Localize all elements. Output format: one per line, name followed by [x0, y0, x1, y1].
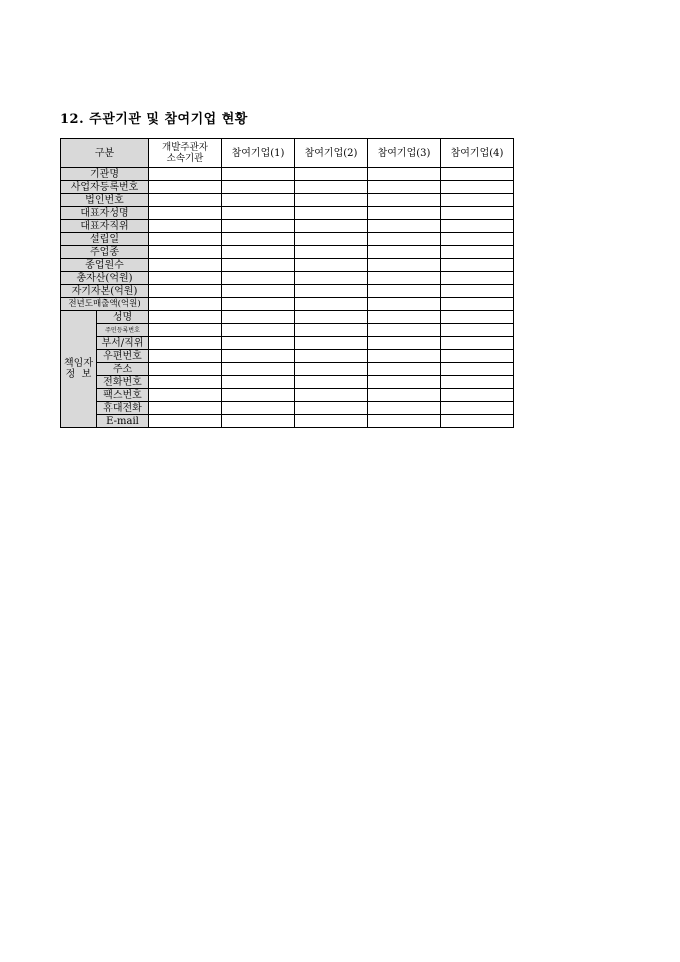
table-cell[interactable]: [295, 207, 368, 220]
table-cell[interactable]: [441, 168, 514, 181]
table-cell[interactable]: [222, 298, 295, 311]
table-cell[interactable]: [222, 311, 295, 324]
header-participant-2: 참여기업(2): [295, 139, 368, 168]
table-cell[interactable]: [149, 376, 222, 389]
table-cell[interactable]: [441, 272, 514, 285]
table-cell[interactable]: [222, 350, 295, 363]
table-cell[interactable]: [441, 194, 514, 207]
table-cell[interactable]: [295, 337, 368, 350]
table-cell[interactable]: [295, 376, 368, 389]
table-cell[interactable]: [295, 220, 368, 233]
table-cell[interactable]: [368, 233, 441, 246]
table-cell[interactable]: [149, 350, 222, 363]
responsible-row-label: 우편번호: [97, 350, 149, 363]
table-row: [61, 194, 514, 207]
table-row: [61, 233, 514, 246]
table-cell[interactable]: [295, 389, 368, 402]
table-cell[interactable]: [441, 324, 514, 337]
row-label: 대표자성명: [61, 207, 149, 220]
table-cell[interactable]: [295, 298, 368, 311]
table-cell[interactable]: [441, 181, 514, 194]
table-cell[interactable]: [222, 233, 295, 246]
row-label: 주업종: [61, 246, 149, 259]
table-cell[interactable]: [222, 285, 295, 298]
table-cell[interactable]: [222, 337, 295, 350]
table-cell[interactable]: [441, 402, 514, 415]
table-cell[interactable]: [368, 194, 441, 207]
table-cell[interactable]: [149, 233, 222, 246]
header-developer: [149, 139, 222, 168]
table-cell[interactable]: [368, 350, 441, 363]
table-cell[interactable]: [295, 415, 368, 428]
table-cell[interactable]: [368, 376, 441, 389]
table-cell[interactable]: [149, 259, 222, 272]
responsible-group-line1: 책임자: [64, 358, 93, 369]
table-cell[interactable]: [295, 233, 368, 246]
table-cell[interactable]: [222, 402, 295, 415]
row-label: 자기자본(억원): [61, 285, 149, 298]
table-cell[interactable]: [441, 415, 514, 428]
responsible-row-label: 전화번호: [97, 376, 149, 389]
table-row: [61, 298, 514, 311]
header-category: 구분: [61, 139, 149, 168]
table-cell[interactable]: [222, 259, 295, 272]
table-cell[interactable]: [222, 246, 295, 259]
responsible-row-label: 팩스번호: [97, 389, 149, 402]
table-cell[interactable]: [368, 324, 441, 337]
table-cell[interactable]: [222, 376, 295, 389]
table-cell[interactable]: [368, 402, 441, 415]
header-row: [61, 139, 514, 168]
table-row: [61, 350, 514, 363]
table-row: [61, 181, 514, 194]
table-cell[interactable]: [295, 181, 368, 194]
table-cell[interactable]: [441, 389, 514, 402]
table-cell[interactable]: [222, 324, 295, 337]
table-row: [61, 285, 514, 298]
responsible-group-line2: 정 보: [65, 369, 92, 380]
table-cell[interactable]: [222, 220, 295, 233]
header-developer-line2: 소속기관: [166, 153, 204, 164]
table-cell[interactable]: [149, 220, 222, 233]
table-cell[interactable]: [295, 285, 368, 298]
table-row: [61, 259, 514, 272]
table-cell[interactable]: [368, 168, 441, 181]
table-row: [61, 402, 514, 415]
table-row: [61, 376, 514, 389]
table-cell[interactable]: [441, 350, 514, 363]
table-cell[interactable]: [441, 311, 514, 324]
table-row: [61, 389, 514, 402]
table-row: [61, 168, 514, 181]
table-cell[interactable]: [149, 324, 222, 337]
header-participant-3: 참여기업(3): [368, 139, 441, 168]
table-cell[interactable]: [368, 246, 441, 259]
table-cell[interactable]: [368, 311, 441, 324]
table-cell[interactable]: [368, 220, 441, 233]
table-cell[interactable]: [149, 194, 222, 207]
table-cell[interactable]: [222, 415, 295, 428]
table-cell[interactable]: [149, 311, 222, 324]
row-label: 설립일: [61, 233, 149, 246]
table-cell[interactable]: [368, 272, 441, 285]
table-cell[interactable]: [295, 246, 368, 259]
table-row: [61, 324, 514, 337]
table-row: [61, 415, 514, 428]
table-cell[interactable]: [149, 298, 222, 311]
table-row: [61, 207, 514, 220]
table-cell[interactable]: [368, 181, 441, 194]
row-label: 종업원수: [61, 259, 149, 272]
table-cell[interactable]: [149, 389, 222, 402]
table-cell[interactable]: [368, 298, 441, 311]
table-cell[interactable]: [149, 363, 222, 376]
table-cell[interactable]: [441, 259, 514, 272]
table-cell[interactable]: [149, 415, 222, 428]
table-row: [61, 337, 514, 350]
header-participant-1: 참여기업(1): [222, 139, 295, 168]
table-cell[interactable]: [368, 389, 441, 402]
table-cell[interactable]: [149, 207, 222, 220]
table-cell[interactable]: [368, 337, 441, 350]
responsible-row-label: 휴대전화: [97, 402, 149, 415]
row-label: 사업자등록번호: [61, 181, 149, 194]
table-cell[interactable]: [441, 363, 514, 376]
table-cell[interactable]: [368, 363, 441, 376]
table-cell[interactable]: [368, 415, 441, 428]
table-cell[interactable]: [149, 272, 222, 285]
table-cell[interactable]: [149, 246, 222, 259]
responsible-group-label: [61, 311, 97, 428]
table-cell[interactable]: [149, 168, 222, 181]
header-participant-4: 참여기업(4): [441, 139, 514, 168]
table-row: [61, 272, 514, 285]
table-cell[interactable]: [441, 298, 514, 311]
responsible-row-label: 주소: [97, 363, 149, 376]
table-cell[interactable]: [149, 337, 222, 350]
table-cell[interactable]: [295, 350, 368, 363]
table-cell[interactable]: [149, 285, 222, 298]
table-cell[interactable]: [441, 337, 514, 350]
table-cell[interactable]: [222, 181, 295, 194]
table-cell[interactable]: [149, 181, 222, 194]
table-cell[interactable]: [222, 363, 295, 376]
table-cell[interactable]: [441, 233, 514, 246]
responsible-row-label: 성명: [97, 311, 149, 324]
table-cell[interactable]: [295, 272, 368, 285]
table-cell[interactable]: [368, 207, 441, 220]
table-cell[interactable]: [368, 259, 441, 272]
table-cell[interactable]: [368, 285, 441, 298]
table-cell[interactable]: [149, 402, 222, 415]
table-cell[interactable]: [295, 168, 368, 181]
table-cell[interactable]: [441, 207, 514, 220]
table-row: [61, 363, 514, 376]
table-cell[interactable]: [441, 285, 514, 298]
table-cell[interactable]: [295, 311, 368, 324]
table-cell[interactable]: [222, 168, 295, 181]
table-row: [61, 311, 514, 324]
header-developer-line1: 개발주관자: [162, 142, 208, 153]
table-cell[interactable]: [222, 207, 295, 220]
table-row: [61, 220, 514, 233]
table-cell[interactable]: [295, 259, 368, 272]
responsible-row-label: 부서/직위: [97, 337, 149, 350]
table-row: [61, 246, 514, 259]
responsible-row-label: 주민등록번호: [97, 324, 149, 337]
table-cell[interactable]: [295, 402, 368, 415]
table-cell[interactable]: [295, 363, 368, 376]
section-title: 12. 주관기관 및 참여기업 현황: [60, 112, 248, 127]
table-cell[interactable]: [441, 376, 514, 389]
table-cell[interactable]: [441, 220, 514, 233]
table-cell[interactable]: [441, 246, 514, 259]
row-label: 총자산(억원): [61, 272, 149, 285]
row-label: 기관명: [61, 168, 149, 181]
row-label: 전년도매출액(억원): [61, 298, 149, 311]
row-label: 대표자직위: [61, 220, 149, 233]
table-cell[interactable]: [222, 272, 295, 285]
responsible-row-label: E-mail: [97, 415, 149, 428]
row-label: 법인번호: [61, 194, 149, 207]
table-cell[interactable]: [222, 389, 295, 402]
company-status-table: [60, 138, 514, 428]
table-cell[interactable]: [295, 324, 368, 337]
table-cell[interactable]: [222, 194, 295, 207]
table-cell[interactable]: [295, 194, 368, 207]
